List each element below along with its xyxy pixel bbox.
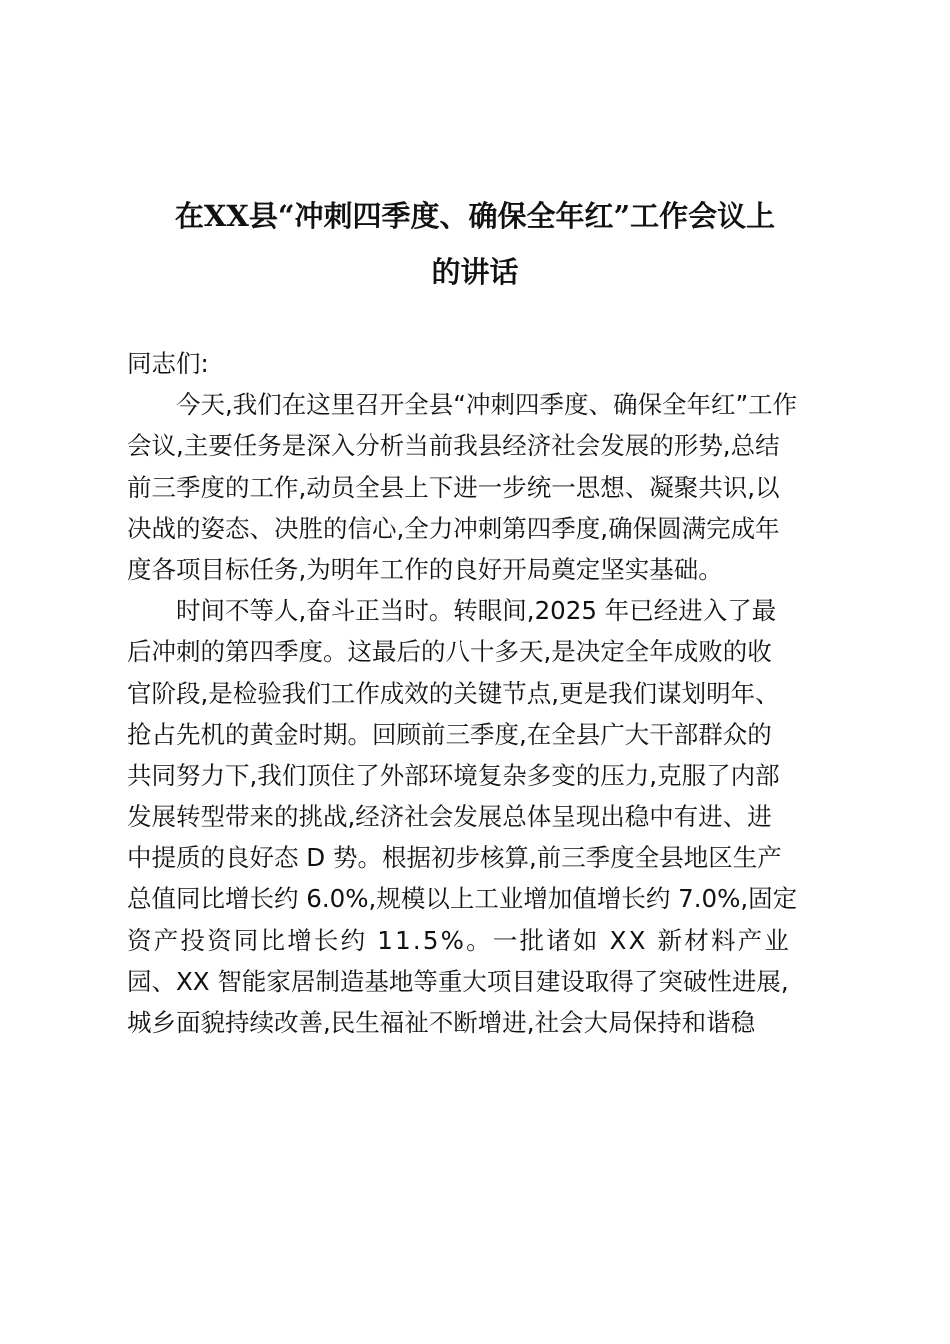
paragraph-line: 官阶段,是检验我们工作成效的关键节点,更是我们谋划明年、 — [127, 678, 780, 708]
paragraph-2 — [127, 590, 827, 1043]
paragraph-line: 今天,我们在这里召开全县“冲刺四季度、确保全年红”工作 — [176, 390, 798, 420]
paragraph-line: 资产投资同比增长约 11.5%。一批诸如 XX 新材料产业 — [127, 925, 792, 955]
title-line-1: 在XX县“冲刺四季度、确保全年红”工作会议上 — [174, 199, 776, 233]
paragraph-1 — [127, 384, 827, 590]
paragraph-line: 会议,主要任务是深入分析当前我县经济社会发展的形势,总结 — [127, 431, 780, 461]
greeting: 同志们: — [127, 349, 209, 378]
paragraph-line: 时间不等人,奋斗正当时。转眼间,2025 年已经进入了最 — [176, 596, 777, 626]
paragraph-line: 抢占先机的黄金时期。回顾前三季度,在全县广大干部群众的 — [127, 719, 772, 749]
paragraph-line: 前三季度的工作,动员全县上下进一步统一思想、凝聚共识,以 — [127, 472, 780, 502]
paragraph-line: 城乡面貌持续改善,民生福祉不断增进,社会大局保持和谐稳 — [127, 1008, 756, 1037]
paragraph-line: 发展转型带来的挑战,经济社会发展总体呈现出稳中有进、进 — [127, 802, 772, 832]
title-line-2: 的讲话 — [431, 255, 519, 289]
paragraph-line: 园、XX 智能家居制造基地等重大项目建设取得了突破性进展, — [127, 966, 789, 996]
paragraph-line: 度各项目标任务,为明年工作的良好开局奠定坚实基础。 — [127, 554, 723, 584]
paragraph-line: 总值同比增长约 6.0%,规模以上工业增加值增长约 7.0%,固定 — [127, 884, 798, 914]
document-body — [127, 343, 827, 1043]
paragraph-line: 共同努力下,我们顶住了外部环境复杂多变的压力,克服了内部 — [127, 760, 780, 790]
paragraph-line: 中提质的良好态 D 势。根据初步核算,前三季度全县地区生产 — [127, 843, 782, 873]
paragraph-line: 后冲刺的第四季度。这最后的八十多天,是决定全年成败的收 — [127, 637, 772, 667]
paragraph-line: 决战的姿态、决胜的信心,全力冲刺第四季度,确保圆满完成年 — [127, 513, 780, 543]
document-title — [100, 188, 850, 300]
